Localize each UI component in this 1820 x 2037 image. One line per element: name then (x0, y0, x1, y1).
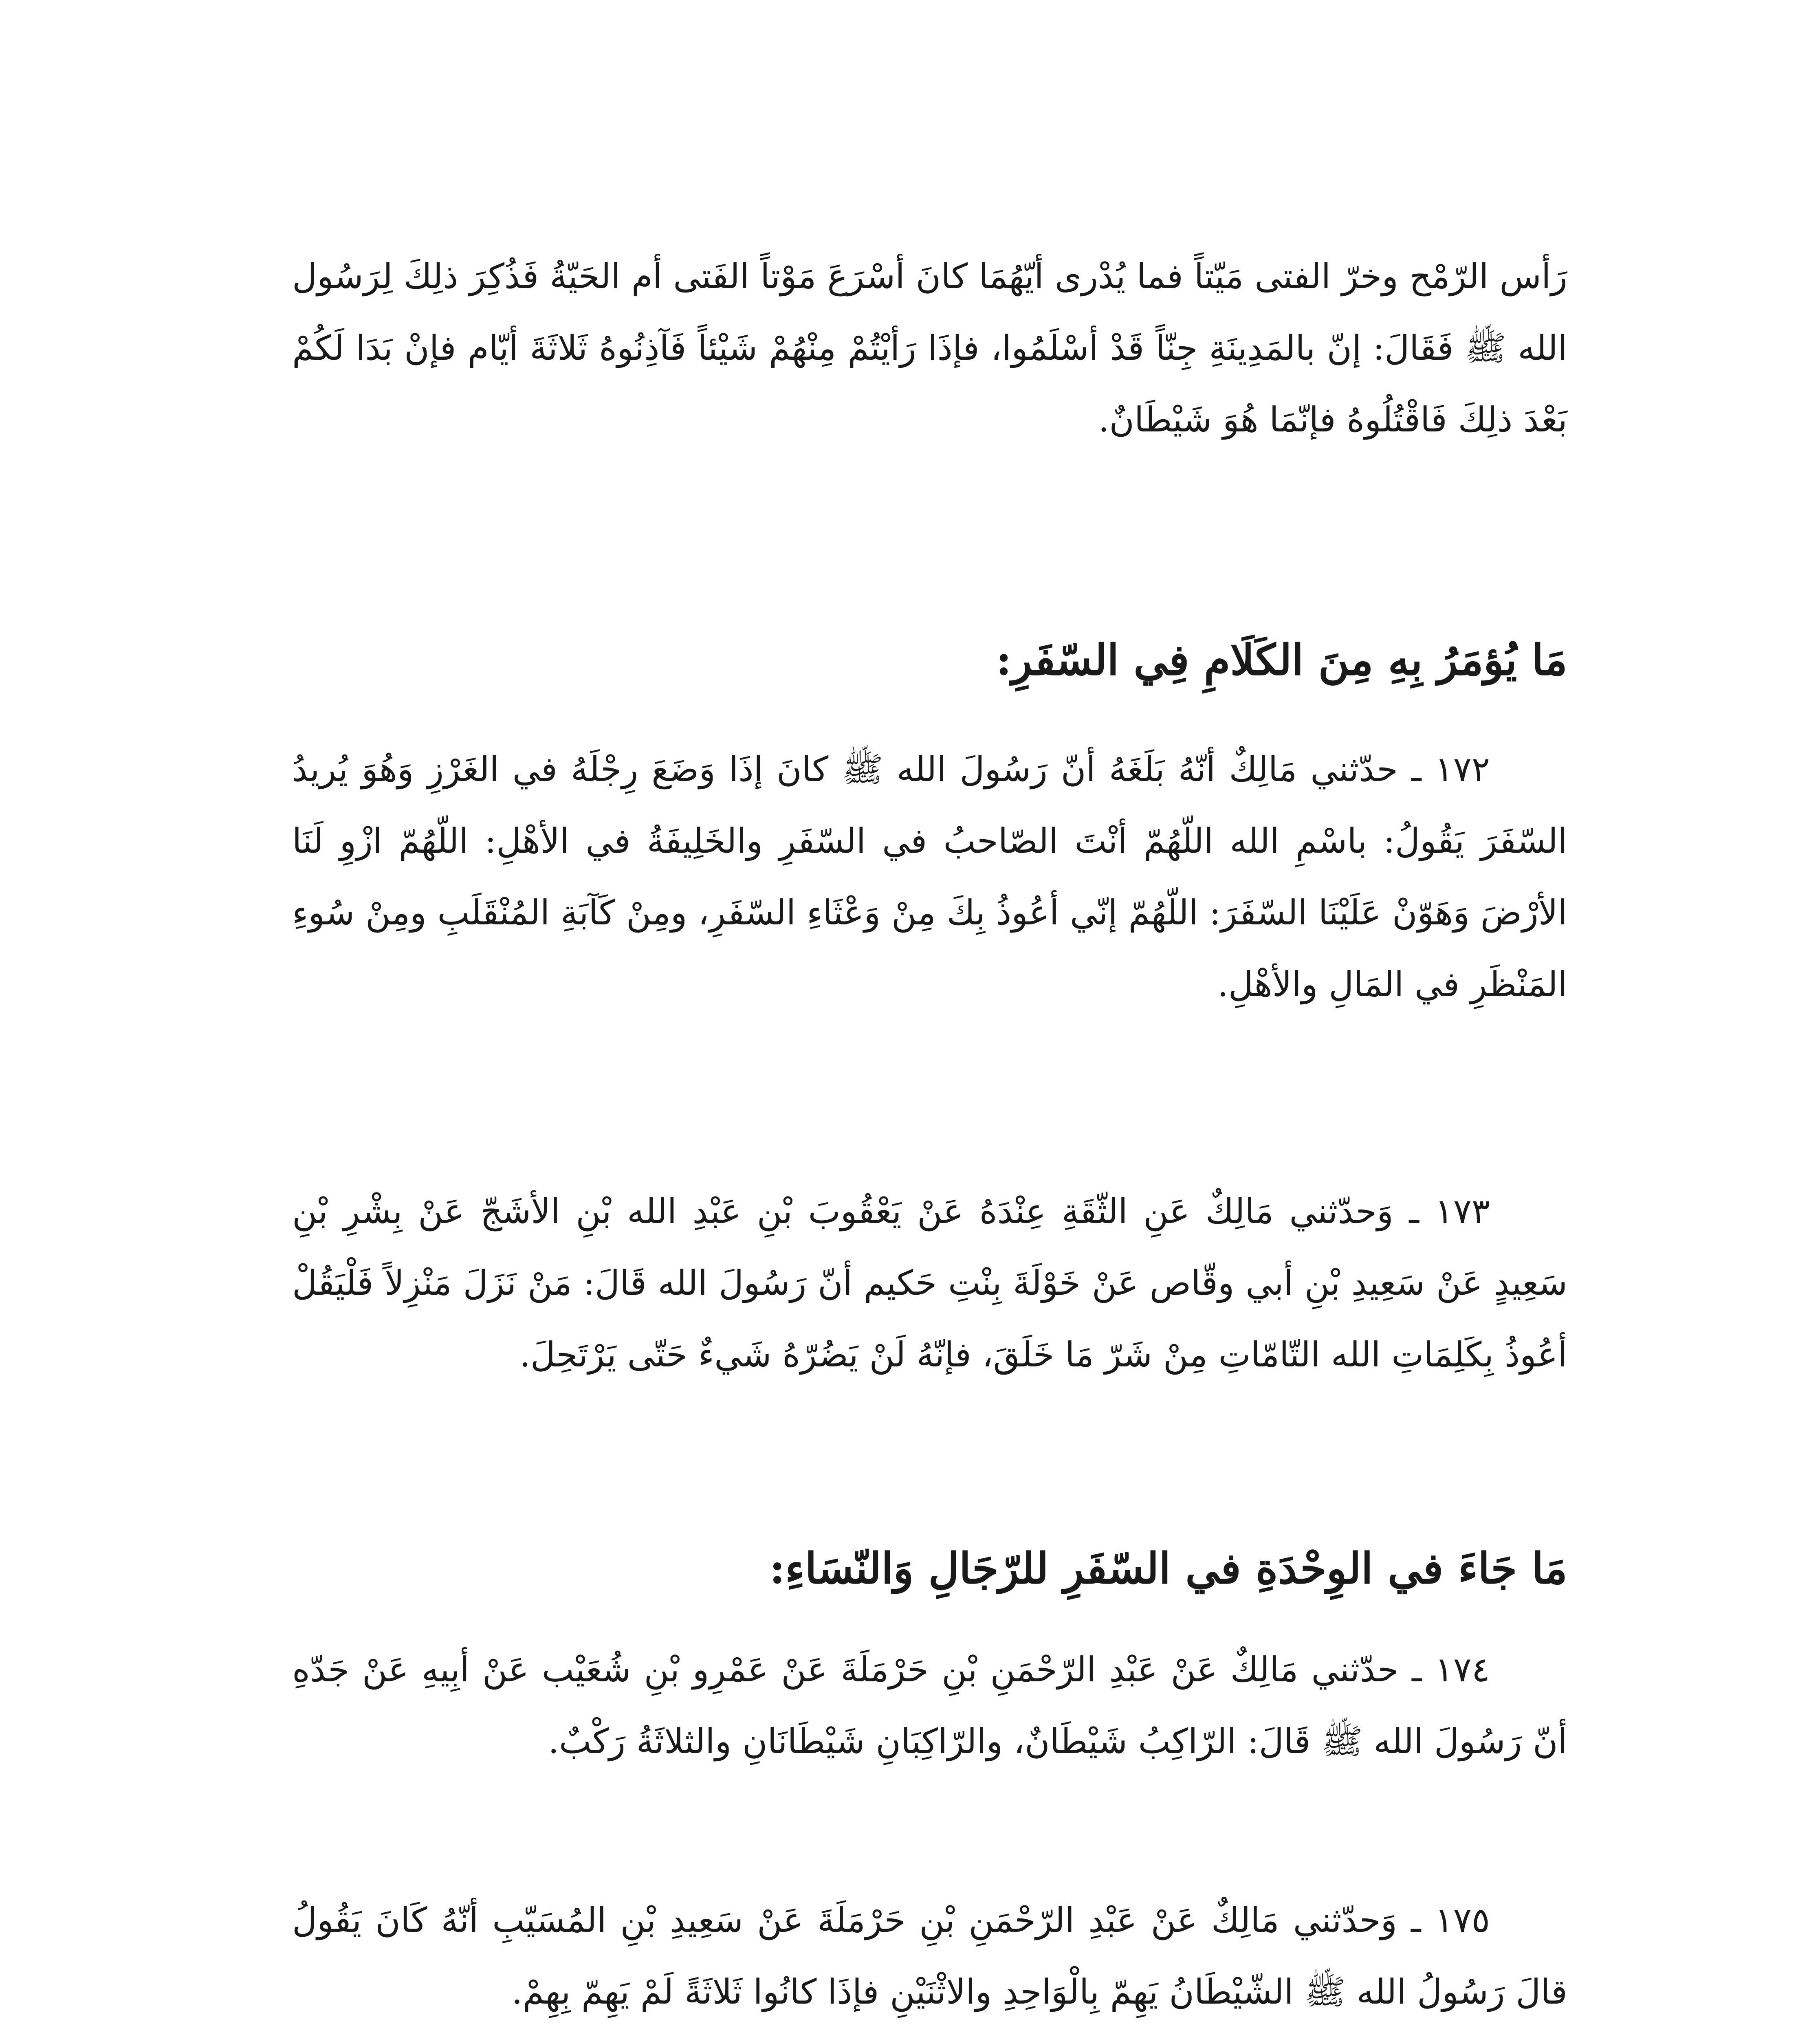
continuation-paragraph (292, 240, 1567, 455)
hadith-174 (292, 1634, 1567, 1777)
hadith-172 (292, 733, 1567, 1020)
hadith-172-text: ١٧٢ ـ حدّثني مَالِكٌ أنّهُ بَلَغَهُ أنّ رَسُولَ الله ﷺ كانَ إذَا وَضَعَ رِجْلَهُ في الغَرْزِ وَهُوَ يُريدُ السّفَرَ يَقُولُ: باسْمِ الله اللّهُمّ أنْتَ الصّاحبُ في السّفَرِ والخَلِيفَةُ في الأهْلِ: اللّهُمّ ازْوِ لَنَا الأرْضَ وَهَوّنْ عَلَيْنَا السّفَرَ: اللّهُمّ إنّي أعُوذُ بِكَ مِنْ وَعْثَاءِ السّفَرِ، ومِنْ كَآبَةِ المُنْقَلَبِ ومِنْ سُوءِ المَنْظَرِ في المَالِ والأهْلِ. (292, 749, 1567, 1004)
section-heading-solitude-travel: مَا جَاءَ في الوِحْدَةِ في السّفَرِ للرّجَالِ وَالنّسَاءِ: (769, 1543, 1567, 1593)
hadith-175 (292, 1884, 1567, 2028)
hadith-175-text: ١٧٥ ـ وَحدّثني مَالِكٌ عَنْ عَبْدِ الرّحْمَنِ بْنِ حَرْمَلَةَ عَنْ سَعِيدِ بْنِ المُسَيّبِ أنّهُ كَانَ يَقُولُ قالَ رَسُولُ الله ﷺ الشّيْطَانُ يَهِمّ بِالْوَاحِدِ والاثْنَيْنِ فإذَا كانُوا ثَلاثَةً لَمْ يَهِمّ بِهِمْ. (292, 1900, 1567, 2012)
continuation-text: رَأس الرّمْح وخرّ الفتى مَيّتاً فما يُدْرى أيّهُمَا كانَ أسْرَعَ مَوْتاً الفَتى أم الحَيّةُ فَذُكِرَ ذلِكَ لِرَسُول الله ﷺ فَقَالَ: إنّ بالمَدِينَةِ جِنّاً قَدْ أسْلَمُوا، فإذَا رَأيْتُمْ مِنْهُمْ شَيْئاً فَآذِنُوهُ ثَلاثَةَ أيّام فإنْ بَدَا لَكُمْ بَعْدَ ذلِكَ فَاقْتُلُوهُ فإنّمَا هُوَ شَيْطَانٌ. (292, 256, 1567, 440)
hadith-174-text: ١٧٤ ـ حدّثني مَالِكٌ عَنْ عَبْدِ الرّحْمَنِ بْنِ حَرْمَلَةَ عَنْ عَمْرِو بْنِ شُعَيْب عَنْ أبِيهِ عَنْ جَدّهِ أنّ رَسُولَ الله ﷺ قَالَ: الرّاكِبُ شَيْطَانٌ، والرّاكِبَانِ شَيْطَانَانِ والثلاثَةُ رَكْبٌ. (292, 1650, 1567, 1761)
section-heading-travel-words: مَا يُؤمَرُ بِهِ مِنَ الكَلَامِ فِي السّفَرِ: (996, 635, 1567, 685)
hadith-173-text: ١٧٣ ـ وَحدّثني مَالِكٌ عَنِ الثّقَةِ عِنْدَهُ عَنْ يَعْقُوبَ بْنِ عَبْدِ الله بْنِ الأشَجّ عَنْ بِشْرِ بْنِ سَعِيدٍ عَنْ سَعِيدِ بْنِ أبي وقّاص عَنْ خَوْلَةَ بِنْتِ حَكيم أنّ رَسُولَ الله قَالَ: مَنْ نَزَلَ مَنْزِلاً فَلْيَقُلْ أعُوذُ بِكَلِمَاتِ الله التّامّاتِ مِنْ شَرّ مَا خَلَقَ، فإنّهُ لَنْ يَضُرّهُ شَيءٌ حَتّى يَرْتَحِلَ. (292, 1191, 1567, 1375)
hadith-173 (292, 1175, 1567, 1390)
